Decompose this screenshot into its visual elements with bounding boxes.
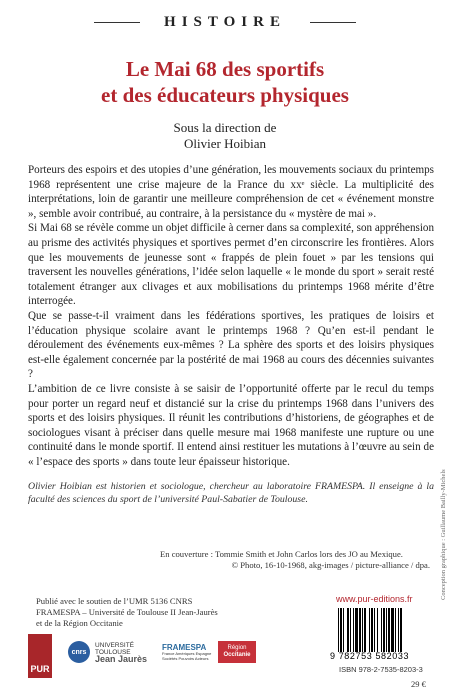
- publisher-website: www.pur-editions.fr: [336, 594, 413, 604]
- title-line-1: Le Mai 68 des sportifs: [125, 57, 325, 81]
- cover-credit-line-2: © Photo, 16-10-1968, akg-images / picture-alliance / dpa.: [231, 560, 430, 571]
- body-paragraph-3: Que se passe-t-il vraiment dans les fédérations sportives, les pratiques de loisirs et l’éducation physique scolaire avant le printemps 1968 ? Qu’en est-il pendant le déroulement des événements eux-mêmes ? La sphère des sports et des loisirs physiques est-elle également concernée par la postérité de mai 1968 au cours des décennies suivantes ?: [28, 309, 434, 381]
- barcode-icon: [336, 608, 429, 652]
- support-line-2: FRAMESPA – Université de Toulouse II Jean-Jaurès: [36, 607, 218, 617]
- series-label: HISTOIRE: [164, 14, 286, 30]
- cover-credit-line-1: En couverture : Tommie Smith et John Carlos lors des JO au Mexique.: [160, 549, 403, 559]
- ut2j-logo-icon: UNIVERSITÉ TOULOUSE Jean Jaurès: [95, 641, 148, 664]
- title-line-2: et des éducateurs physiques: [101, 83, 349, 107]
- author-bio: Olivier Hoibian est historien et sociologue, chercheur au laboratoire FRAMESPA. Il enseigne à la faculté des sciences du sport de l’université Paul-Sabatier de Toulouse.: [28, 481, 434, 505]
- design-credit: Conception graphique : Guillaume Bailly-Michels: [440, 469, 447, 600]
- editor-block: [0, 120, 450, 152]
- body-paragraph-4: L’ambition de ce livre consiste à se saisir de l’opportunité offerte par le recul du temps pour porter un regard neuf et distancié sur la crise du printemps 1968 dans l’univers des sports et des loisirs physiques. Il réunit les contributions d’historiens, de géographes et de sociologues visant à préciser dans quelle mesure mai 1968 manifeste une rupture ou une continuité dans le monde sportif. Il entend ainsi restituer les mutations à l’œuvre au sein de « l’espace des sports » dans toute leur épaisseur historique.: [28, 382, 434, 468]
- back-cover-text: [28, 163, 434, 469]
- body-paragraph-2: Si Mai 68 se révèle comme un objet difficile à cerner dans sa complexité, son appréhension au prisme des activités physiques et sportives permet d’en circonscrire les frontières. Alors que les mouvements de jeunesse sont « frappés de plein fouet » par les tensions qui traversent les nouvelles générations, l’idée selon laquelle « le monde du sport » serait resté totalement étranger aux clivages et aux mobilisations du printemps 1968 mérite d’être interrogée.: [28, 222, 434, 308]
- support-line-1: Publié avec le soutien de l’UMR 5136 CNRS: [36, 596, 193, 606]
- editor-name: Olivier Hoibian: [184, 136, 266, 151]
- direction-label: Sous la direction de: [173, 120, 277, 135]
- body-paragraph-1: Porteurs des espoirs et des utopies d’une génération, les mouvements sociaux du printemps 1968 représentent une crise majeure de la France du xxᵉ siècle. La multiplicité des interprétations, loin de garantir une meilleure compréhension de cet « événement monstre », semble avoir contribué, au contraire, à la persistance du « mystère de mai ».: [28, 164, 434, 220]
- occitanie-logo-icon: Région Occitanie: [218, 641, 256, 663]
- price: 29 €: [411, 679, 426, 689]
- barcode-number: 9 782753 582033: [330, 651, 410, 661]
- pur-logo-icon: PUR: [28, 634, 52, 678]
- series-rule-right: [310, 22, 356, 23]
- isbn: ISBN 978-2-7535-8203-3: [339, 665, 423, 674]
- framespa-logo-icon: FRAMESPA France Amériques Espagne Sociétés Pouvoirs Acteurs: [162, 642, 212, 661]
- cover-credit: [160, 549, 430, 571]
- cnrs-logo-icon: cnrs: [68, 641, 90, 663]
- support-notice: [36, 596, 276, 629]
- book-title: [0, 56, 450, 108]
- support-line-3: et de la Région Occitanie: [36, 618, 123, 628]
